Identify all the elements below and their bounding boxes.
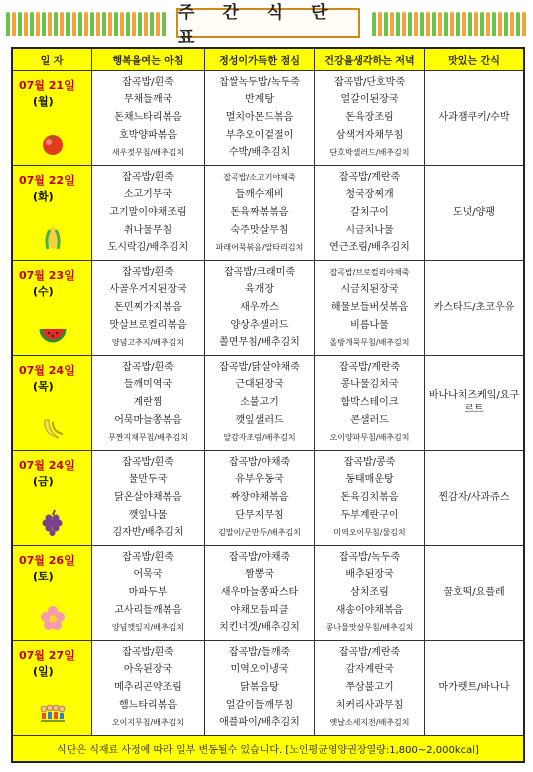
menu-item: 감자계란국	[345, 664, 394, 676]
menu-item: 얼갈이된장국	[340, 94, 399, 106]
menu-item: 깻잎나물	[128, 509, 168, 521]
dinner-menu-cell	[315, 261, 425, 356]
menu-item: 잡곡밥/흰죽	[122, 76, 174, 88]
day-date: 07월 26일	[19, 554, 75, 567]
day-of-week: (월)	[33, 95, 54, 108]
fence-picket	[138, 12, 142, 36]
title-box	[176, 3, 360, 48]
snack-item: 찐감자/사과쥬스	[438, 492, 510, 503]
menu-item: 아욱된장국	[123, 664, 173, 676]
fence-picket	[150, 12, 154, 36]
menu-item: 마파두부	[128, 586, 168, 598]
menu-item: 단무지무침	[235, 509, 284, 521]
menu-item: 잡곡밥/야채죽	[228, 551, 291, 563]
menu-item: 잡곡밥/계란죽	[338, 361, 401, 373]
fence-picket	[408, 12, 412, 36]
menu-item: 잡곡밥/흰죽	[122, 266, 174, 278]
breakfast-menu-cell	[92, 71, 205, 166]
menu-item: 취나물무침	[123, 224, 173, 236]
corn-icon	[39, 224, 67, 252]
fence-picket	[30, 12, 34, 36]
lunch-menu-cell	[205, 641, 315, 736]
fence-picket	[72, 12, 76, 36]
menu-item: 쭈삼불고기	[345, 681, 394, 693]
fence-picket	[444, 12, 448, 36]
menu-item: 짬뽕국	[245, 569, 274, 581]
menu-item: 미역오이냉국	[230, 664, 289, 676]
footer-notice	[13, 736, 523, 761]
fence-picket	[108, 12, 112, 36]
menu-item: 잡곡밥/단호박죽	[334, 76, 405, 88]
menu-item: 오이양파무침/배추김치	[329, 433, 410, 443]
footer-text: 식단은 식재료 사정에 따라 일부 변동될수 있습니다. [노인평균영양권장열량:1,800~2,000kcal]	[57, 745, 479, 756]
menu-item: 새우젓무침/배추김치	[111, 148, 185, 158]
day-of-week: (토)	[33, 570, 54, 583]
menu-item: 잡곡밥/야채죽	[228, 456, 291, 468]
menu-item: 함박스테이크	[340, 396, 399, 408]
menu-item: 잡곡밥/닭살야채죽	[219, 361, 300, 373]
fence-picket	[504, 12, 508, 36]
menu-item: 돈육장조림	[345, 111, 394, 123]
menu-item: 무채들깨국	[123, 94, 173, 106]
snack-cell	[425, 261, 523, 356]
menu-item: 청국장찌개	[345, 189, 394, 201]
menu-item: 맛살브로컬리볶음	[109, 319, 187, 331]
menu-item: 김자반/배추김치	[112, 527, 184, 539]
menu-item: 잡곡밥/소고기야채죽	[223, 172, 296, 182]
column-header-label: 행복을여는 아침	[112, 56, 184, 67]
day-cell	[13, 356, 92, 451]
fence-picket	[54, 12, 58, 36]
weekly-menu-table	[11, 47, 525, 763]
menu-item: 찹쌀녹두밥/녹두죽	[219, 76, 300, 88]
menu-item: 짜장야채볶음	[230, 491, 289, 503]
fence-picket	[516, 12, 520, 36]
grapes-icon	[39, 509, 67, 537]
menu-item: 수박/배추김치	[228, 147, 291, 159]
day-date: 07월 21일	[19, 79, 75, 92]
menu-item: 사골우거지된장국	[109, 284, 187, 296]
page-header	[0, 0, 533, 48]
menu-item: 반계탕	[245, 94, 274, 106]
menu-item: 육개장	[245, 284, 274, 296]
banana-icon	[39, 414, 67, 442]
menu-item: 비름나물	[350, 319, 389, 331]
menu-item: 잡곡밥/흰죽	[122, 456, 174, 468]
menu-item: 근대된장국	[235, 379, 284, 391]
menu-item: 잡곡밥/크래미죽	[224, 266, 295, 278]
lunch-menu-cell	[205, 71, 315, 166]
day-date: 07월 23일	[19, 269, 75, 282]
fence-picket	[42, 12, 46, 36]
menu-item: 시금치된장국	[340, 284, 399, 296]
fence-picket	[132, 12, 136, 36]
menu-item: 오이지무침/배추김치	[111, 718, 185, 728]
lunch-menu-cell	[205, 356, 315, 451]
fence-picket	[414, 12, 418, 36]
snack-cell	[425, 641, 523, 736]
snack-cell	[425, 451, 523, 546]
fence-picket	[462, 12, 466, 36]
menu-item: 계란찜	[133, 396, 163, 408]
breakfast-menu-cell	[92, 356, 205, 451]
fence-picket	[120, 12, 124, 36]
menu-item: 배추된장국	[345, 569, 394, 581]
menu-item: 삼색겨자채무침	[335, 129, 404, 141]
menu-item: 양상추샐러드	[230, 319, 289, 331]
decorative-fence-left	[6, 12, 166, 38]
fence-picket	[96, 12, 100, 36]
fence-picket	[12, 12, 16, 36]
lunch-menu-cell	[205, 451, 315, 546]
fence-picket	[384, 12, 388, 36]
day-date: 07월 24일	[19, 364, 75, 377]
menu-item: 치킨너겟/배추김치	[219, 622, 300, 634]
menu-item: 무짠지채무침/배추김치	[108, 433, 188, 443]
fence-picket	[24, 12, 28, 36]
snack-item: 사과잼쿠키/수박	[438, 112, 510, 123]
menu-item: 호박양파볶음	[119, 129, 177, 141]
watermelon-icon	[39, 319, 67, 347]
fence-picket	[114, 12, 118, 36]
menu-item: 얼갈이들깨무침	[225, 699, 294, 711]
menu-item: 잡곡밥/계란죽	[338, 171, 401, 183]
fence-picket	[486, 12, 490, 36]
menu-item: 잡곡밥/흰죽	[122, 551, 174, 563]
menu-item: 닭온살야채볶음	[114, 491, 182, 503]
lunch-menu-cell	[205, 261, 315, 356]
menu-item: 잡곡밥/콩죽	[343, 456, 396, 468]
menu-item: 양념깻잎지/배추김치	[111, 623, 185, 633]
menu-item: 동태매운탕	[345, 474, 394, 486]
menu-item: 고사리들깨볶음	[114, 604, 182, 616]
tomato-icon	[39, 129, 67, 157]
snack-item: 도넛/양팽	[452, 207, 495, 218]
menu-item: 갈치구이	[350, 206, 389, 218]
fence-picket	[492, 12, 496, 36]
fence-picket	[18, 12, 22, 36]
menu-item: 잡곡밥/흰죽	[122, 646, 174, 658]
fence-picket	[420, 12, 424, 36]
day-cell	[13, 261, 92, 356]
fence-picket	[402, 12, 406, 36]
breakfast-menu-cell	[92, 261, 205, 356]
day-cell	[13, 451, 92, 546]
fence-picket	[456, 12, 460, 36]
day-date: 07월 27일	[19, 649, 75, 662]
snack-cell	[425, 546, 523, 641]
day-cell	[13, 166, 92, 261]
fence-picket	[48, 12, 52, 36]
dinner-menu-cell	[315, 166, 425, 261]
fence-picket	[522, 12, 526, 36]
menu-item: 두부계란구이	[340, 509, 399, 521]
flower-icon	[39, 604, 67, 632]
menu-item: 잡곡밥/흰죽	[122, 361, 174, 373]
fence-picket	[162, 12, 166, 36]
day-of-week: (수)	[33, 285, 54, 298]
menu-item: 유부우동국	[235, 474, 284, 486]
menu-item: 알감자조림/배추김치	[223, 433, 296, 443]
menu-item: 미역오이무침/물김치	[333, 528, 406, 538]
dinner-menu-cell	[315, 356, 425, 451]
snack-cell	[425, 356, 523, 451]
menu-item: 어묵마늘쫑볶음	[114, 414, 182, 426]
menu-item: 애플파이/배추김치	[219, 717, 300, 729]
menu-item: 숙주맛살무침	[230, 224, 289, 236]
menu-item: 햄느타리볶음	[119, 699, 177, 711]
menu-item: 새송이야채볶음	[335, 604, 404, 616]
menu-item: 깻잎샐러드	[235, 414, 284, 426]
snack-item: 꿀호떡/요플레	[443, 587, 505, 598]
fence-picket	[144, 12, 148, 36]
fence-picket	[126, 12, 130, 36]
column-header	[315, 49, 425, 71]
dinner-menu-cell	[315, 71, 425, 166]
menu-item: 옛날소세지전/배추김치	[329, 718, 410, 728]
day-of-week: (금)	[33, 475, 54, 488]
dinner-menu-cell	[315, 546, 425, 641]
menu-item: 시금치나물	[345, 224, 394, 236]
menu-item: 소고기무국	[123, 189, 173, 201]
menu-item: 잡곡밥/녹두죽	[338, 551, 401, 563]
fence-picket	[156, 12, 160, 36]
fence-picket	[498, 12, 502, 36]
menu-item: 잡곡밥/브로컬리야채죽	[329, 267, 410, 277]
menu-item: 닭볶음탕	[240, 681, 279, 693]
children-icon	[39, 699, 67, 727]
fence-picket	[60, 12, 64, 36]
fence-picket	[474, 12, 478, 36]
lunch-menu-cell	[205, 546, 315, 641]
fence-picket	[396, 12, 400, 36]
menu-item: 파래어묵볶음/알타리김치	[215, 243, 304, 253]
menu-item: 연근조림/배추김치	[329, 242, 410, 254]
fence-picket	[372, 12, 376, 36]
column-header-label: 일 자	[40, 56, 64, 67]
day-cell	[13, 546, 92, 641]
breakfast-menu-cell	[92, 641, 205, 736]
breakfast-menu-cell	[92, 166, 205, 261]
snack-cell	[425, 166, 523, 261]
menu-item: 새우마늘쫑파스타	[220, 586, 299, 598]
column-header	[92, 49, 205, 71]
menu-item: 돈채느타리볶음	[114, 111, 182, 123]
snack-item: 마가렛트/바나나	[438, 682, 510, 693]
menu-item: 양념고추지/배추김치	[111, 338, 185, 348]
fence-picket	[390, 12, 394, 36]
menu-item: 치커리사과무침	[335, 699, 404, 711]
menu-item: 단호박샐러드/배추김치	[329, 148, 410, 158]
menu-item: 쫄면무침/배추김치	[219, 337, 300, 349]
menu-item: 올방개묵무침/배추김치	[329, 338, 410, 348]
day-of-week: (목)	[33, 380, 54, 393]
menu-item: 돈민찌가지볶음	[114, 301, 182, 313]
menu-item: 어묵국	[133, 569, 163, 581]
fence-picket	[102, 12, 106, 36]
fence-picket	[510, 12, 514, 36]
column-header	[425, 49, 523, 71]
menu-item: 야채모듬피클	[230, 604, 289, 616]
breakfast-menu-cell	[92, 451, 205, 546]
menu-item: 돈육짜볶볶음	[230, 206, 289, 218]
page-title: 주 간 식 단 표	[178, 3, 339, 48]
fence-picket	[450, 12, 454, 36]
fence-picket	[78, 12, 82, 36]
column-header-label: 정성이가득한 점심	[219, 56, 300, 67]
menu-item: 콘샐러드	[350, 414, 389, 426]
menu-item: 고기말이야채조림	[109, 206, 187, 218]
fence-picket	[36, 12, 40, 36]
decorative-fence-right	[372, 12, 528, 38]
menu-item: 콩나물김치국	[340, 379, 399, 391]
menu-item: 소불고기	[240, 396, 279, 408]
menu-item: 해물보들버섯볶음	[330, 301, 409, 313]
column-header	[13, 49, 92, 71]
menu-item: 물만두국	[128, 474, 168, 486]
column-header	[205, 49, 315, 71]
dinner-menu-cell	[315, 641, 425, 736]
lunch-menu-cell	[205, 166, 315, 261]
fence-picket	[438, 12, 442, 36]
day-of-week: (일)	[33, 665, 54, 678]
snack-item: 바나나치즈케잌/요구르트	[428, 390, 520, 415]
menu-item: 메추리곤약조림	[114, 681, 182, 693]
menu-item: 들깨수제비	[235, 189, 284, 201]
column-header-label: 건강을생각하는 저녁	[324, 56, 415, 67]
fence-picket	[378, 12, 382, 36]
day-of-week: (화)	[33, 190, 54, 203]
day-date: 07월 24일	[19, 459, 75, 472]
menu-item: 잡곡밥/계란죽	[338, 646, 401, 658]
menu-item: 삼치조림	[350, 586, 389, 598]
day-cell	[13, 641, 92, 736]
fence-picket	[90, 12, 94, 36]
menu-item: 콩나물맛살무침/배추김치	[325, 623, 414, 633]
fence-picket	[480, 12, 484, 36]
menu-item: 김말이/군만두/배추김치	[218, 528, 301, 538]
fence-picket	[432, 12, 436, 36]
snack-item: 카스타드/초코우유	[433, 302, 515, 313]
fence-picket	[6, 12, 10, 36]
menu-item: 멸치아몬드볶음	[225, 111, 294, 123]
day-date: 07월 22일	[19, 174, 75, 187]
snack-cell	[425, 71, 523, 166]
day-cell	[13, 71, 92, 166]
menu-item: 들깨미역국	[123, 379, 173, 391]
menu-item: 새우까스	[240, 301, 279, 313]
menu-item: 잡곡밥/들깨죽	[228, 646, 291, 658]
breakfast-menu-cell	[92, 546, 205, 641]
menu-item: 잡곡밥/흰죽	[122, 171, 174, 183]
dinner-menu-cell	[315, 451, 425, 546]
fence-picket	[66, 12, 70, 36]
menu-item: 돈육김치볶음	[340, 491, 399, 503]
column-header-label: 맛있는 간식	[448, 56, 500, 67]
fence-picket	[426, 12, 430, 36]
fence-picket	[468, 12, 472, 36]
fence-picket	[84, 12, 88, 36]
menu-item: 도시락김/배추김치	[107, 242, 189, 254]
menu-item: 부추오이겉절이	[225, 129, 294, 141]
